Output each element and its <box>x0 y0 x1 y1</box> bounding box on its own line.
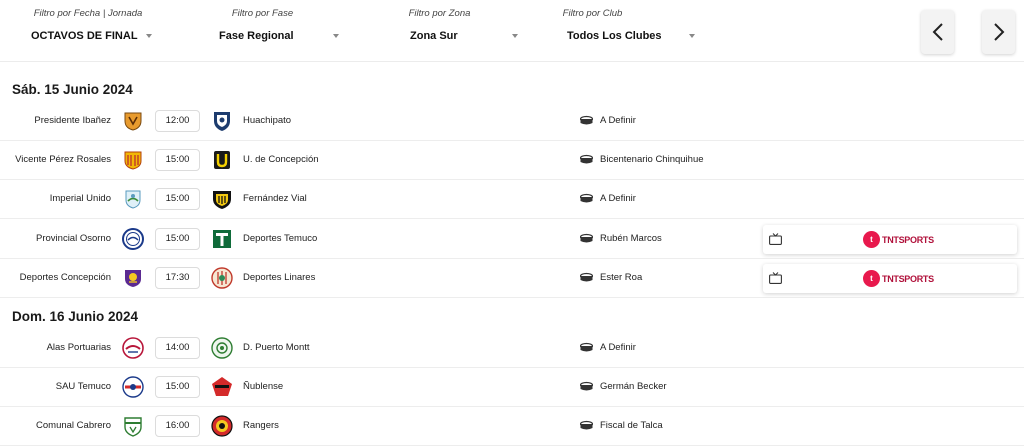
venue-name: A Definir <box>600 193 636 204</box>
away-team-crest <box>211 110 233 132</box>
home-team-crest <box>122 415 144 437</box>
home-team-crest <box>122 110 144 132</box>
home-team-name: Comunal Cabrero <box>36 420 111 431</box>
filter-zona[interactable] <box>405 0 520 60</box>
match-row[interactable] <box>0 406 1024 446</box>
away-team-crest <box>211 337 233 359</box>
match-row[interactable] <box>0 367 1024 407</box>
away-team-crest <box>211 149 233 171</box>
venue-name: Rubén Marcos <box>600 233 662 244</box>
match-row[interactable] <box>0 140 1024 180</box>
away-team-name: D. Puerto Montt <box>243 342 310 353</box>
match-time: 15:00 <box>155 376 200 398</box>
venue-name: Ester Roa <box>600 272 643 283</box>
stadium-icon <box>580 154 593 165</box>
away-team-crest <box>211 415 233 437</box>
filter-fase-label: Filtro por Fase <box>231 8 294 19</box>
tv-broadcast-card[interactable] <box>763 264 1017 293</box>
stadium-icon <box>580 381 593 392</box>
filter-bar <box>0 0 1024 62</box>
match-time: 15:00 <box>155 188 200 210</box>
filter-fase[interactable] <box>216 0 341 60</box>
match-time: 14:00 <box>155 337 200 359</box>
away-team-name: Huachipato <box>243 115 292 126</box>
home-team-name: Alas Portuarias <box>46 342 111 353</box>
tv-channel-name: TNTSPORTS <box>882 273 934 284</box>
match-time: 15:00 <box>155 228 200 250</box>
home-team-name: Provincial Osorno <box>36 233 111 244</box>
tv-broadcast-card[interactable] <box>763 225 1017 254</box>
match-row[interactable] <box>0 101 1024 141</box>
home-team-name: Imperial Unido <box>49 193 111 204</box>
away-team-crest <box>211 228 233 250</box>
filter-jornada-label: Filtro por Fecha | Jornada <box>33 8 143 19</box>
home-team-name: Vicente Pérez Rosales <box>15 154 111 165</box>
filter-club[interactable] <box>562 0 700 60</box>
filter-club-label: Filtro por Club <box>562 8 623 19</box>
tnt-circle-icon: t <box>863 231 880 248</box>
away-team-crest <box>211 267 233 289</box>
home-team-crest <box>122 337 144 359</box>
stadium-icon <box>580 342 593 353</box>
stadium-icon <box>580 233 593 244</box>
stadium-icon <box>580 420 593 431</box>
match-row[interactable] <box>0 258 1024 298</box>
next-button[interactable] <box>982 10 1015 54</box>
stadium-icon <box>580 272 593 283</box>
filter-zona-value: Zona Sur <box>410 30 458 42</box>
away-team-crest <box>211 188 233 210</box>
chevron-down-icon <box>689 34 695 38</box>
away-team-name: Ñublense <box>243 381 284 392</box>
away-team-crest <box>211 376 233 398</box>
match-time: 15:00 <box>155 149 200 171</box>
filter-club-value: Todos Los Clubes <box>567 30 662 42</box>
venue-name: Fiscal de Talca <box>600 420 663 431</box>
match-row[interactable] <box>0 179 1024 219</box>
match-time: 16:00 <box>155 415 200 437</box>
away-team-name: U. de Concepción <box>243 154 319 165</box>
away-team-name: Fernández Vial <box>243 193 307 204</box>
tv-channel-name: TNTSPORTS <box>882 234 934 245</box>
chevron-left-icon <box>932 22 944 42</box>
filter-zona-label: Filtro por Zona <box>408 8 471 19</box>
home-team-crest <box>122 149 144 171</box>
filter-jornada-value: OCTAVOS DE FINAL <box>31 30 138 42</box>
home-team-crest <box>122 188 144 210</box>
day-heading: Sáb. 15 Junio 2024 <box>12 82 133 97</box>
chevron-down-icon <box>333 34 339 38</box>
tnt-sports-logo <box>863 270 934 287</box>
away-team-name: Rangers <box>243 420 279 431</box>
stadium-icon <box>580 193 593 204</box>
stadium-icon <box>580 115 593 126</box>
chevron-down-icon <box>512 34 518 38</box>
home-team-crest <box>122 376 144 398</box>
venue-name: Bicentenario Chinquihue <box>600 154 704 165</box>
match-time: 17:30 <box>155 267 200 289</box>
filter-jornada[interactable] <box>28 0 148 60</box>
tv-icon <box>769 272 782 284</box>
home-team-crest <box>122 267 144 289</box>
home-team-name: Presidente Ibañez <box>34 115 111 126</box>
home-team-name: Deportes Concepción <box>19 272 111 283</box>
away-team-name: Deportes Linares <box>243 272 316 283</box>
prev-button[interactable] <box>921 10 954 54</box>
match-row[interactable] <box>0 219 1024 259</box>
tv-icon <box>769 233 782 245</box>
match-time: 12:00 <box>155 110 200 132</box>
tnt-sports-logo <box>863 231 934 248</box>
venue-name: A Definir <box>600 115 636 126</box>
day-heading: Dom. 16 Junio 2024 <box>12 309 139 324</box>
home-team-name: SAU Temuco <box>55 381 111 392</box>
venue-name: A Definir <box>600 342 636 353</box>
filter-fase-value: Fase Regional <box>219 30 294 42</box>
match-row[interactable] <box>0 328 1024 368</box>
away-team-name: Deportes Temuco <box>243 233 318 244</box>
tnt-circle-icon: t <box>863 270 880 287</box>
chevron-down-icon <box>146 34 152 38</box>
home-team-crest <box>122 228 144 250</box>
venue-name: Germán Becker <box>600 381 667 392</box>
chevron-right-icon <box>993 22 1005 42</box>
